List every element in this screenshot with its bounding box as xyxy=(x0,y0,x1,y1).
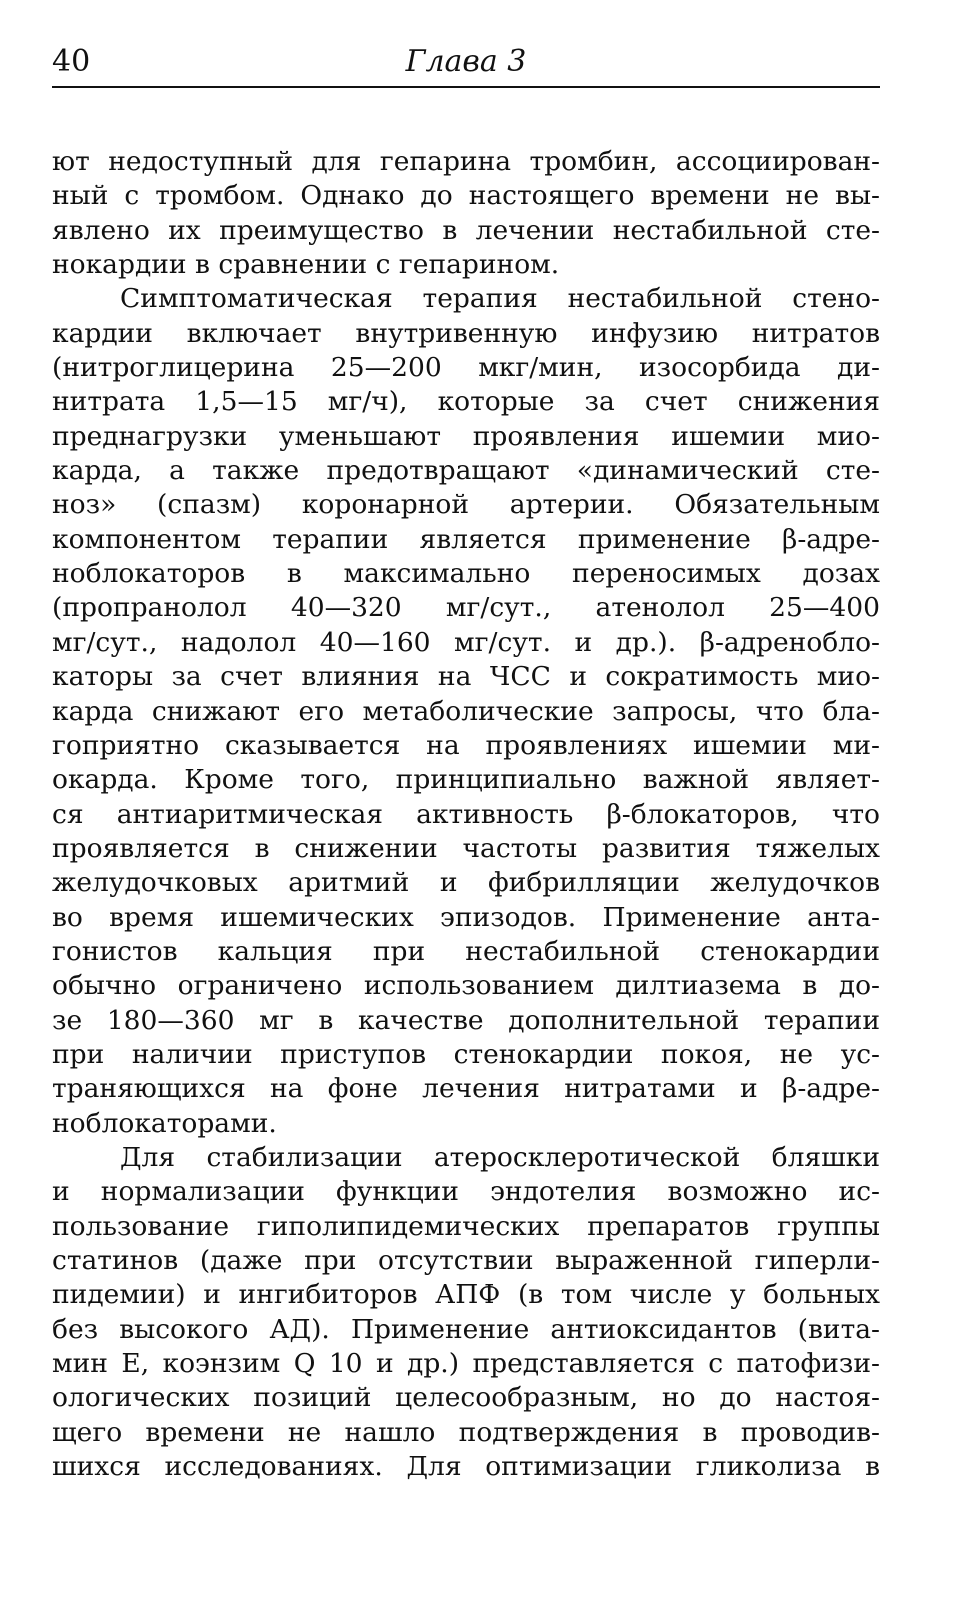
text-line: ют недоступный для гепарина тромбин, ассоциирован- xyxy=(52,146,880,177)
page-number: 40 xyxy=(52,44,91,79)
text-line: при наличии приступов стенокардии покоя, не ус- xyxy=(52,1038,880,1070)
text-line: ный с тромбом. Однако до настоящего времени не вы- xyxy=(52,180,880,212)
text-line: ся антиаритмическая активность β-блокаторов, что xyxy=(52,798,880,830)
running-header xyxy=(52,40,880,88)
text-line: кардии включает внутривенную инфузию нитратов xyxy=(52,317,880,349)
text-line: Для стабилизации атеросклеротической бляшки xyxy=(120,1141,880,1173)
text-line: пидемии) и ингибиторов АПФ (в том числе у больных xyxy=(52,1279,880,1311)
text-line: мин Е, коэнзим Q 10 и др.) представляется с патофизи- xyxy=(52,1348,880,1380)
text-line: гонистов кальция при нестабильной стенокардии xyxy=(52,935,880,967)
paragraph xyxy=(52,1141,880,1484)
text-line: обычно ограничено использованием дилтиазема в до- xyxy=(52,970,880,1002)
chapter-title: Глава 3 xyxy=(405,44,527,79)
text-line: статинов (даже при отсутствии выраженной гиперли- xyxy=(52,1245,880,1276)
text-line: ноз» (спазм) коронарной артерии. Обязательным xyxy=(52,489,880,521)
text-line: явлено их преимущество в лечении нестабильной сте- xyxy=(52,214,880,246)
text-line: каторы за счет влияния на ЧСС и сократимость мио- xyxy=(52,661,880,693)
text-line: нитрата 1,5—15 мг/ч), которые за счет снижения xyxy=(52,386,880,418)
text-line: карда снижают его метаболические запросы, что бла- xyxy=(52,695,880,727)
text-line: траняющихся на фоне лечения нитратами и β-адре- xyxy=(52,1073,880,1105)
text-line: окарда. Кроме того, принципиально важной являет- xyxy=(52,764,880,796)
text-line: карда, а также предотвращают «динамический сте- xyxy=(52,455,880,487)
text-line: ноблокаторами. xyxy=(52,1107,277,1139)
text-line: ологических позиций целесообразным, но до настоя- xyxy=(52,1382,880,1414)
text-line: желудочковых аритмий и фибрилляции желудочков xyxy=(52,867,880,899)
text-line: компонентом терапии является применение β-адре- xyxy=(52,523,880,555)
text-line: Симптоматическая терапия нестабильной стено- xyxy=(120,283,880,315)
body-text xyxy=(52,145,880,1484)
text-line: мг/сут., надолол 40—160 мг/сут. и др.). β-адренобло- xyxy=(52,626,880,658)
text-line: ноблокаторов в максимально переносимых дозах xyxy=(52,558,880,590)
text-line: зе 180—360 мг в качестве дополнительной терапии xyxy=(52,1004,880,1036)
text-line: щего времени не нашло подтверждения в проводив- xyxy=(52,1416,880,1448)
text-line: шихся исследованиях. Для оптимизации гликолиза в xyxy=(52,1451,880,1483)
text-line: проявляется в снижении частоты развития тяжелых xyxy=(52,832,880,864)
text-line: во время ишемических эпизодов. Применение анта- xyxy=(52,901,880,933)
text-line: нокардии в сравнении с гепарином. xyxy=(52,249,560,281)
text-line: (нитроглицерина 25—200 мкг/мин, изосорбида ди- xyxy=(52,352,880,384)
text-line: пользование гиполипидемических препаратов группы xyxy=(52,1210,880,1242)
text-line: и нормализации функции эндотелия возможно ис- xyxy=(52,1176,880,1208)
text-line: преднагрузки уменьшают проявления ишемии мио- xyxy=(52,420,880,452)
paragraph xyxy=(52,282,880,1141)
paragraph xyxy=(52,145,880,282)
text-line: без высокого АД). Применение антиоксидантов (вита- xyxy=(52,1313,880,1345)
text-line: гоприятно сказывается на проявлениях ишемии ми- xyxy=(52,729,880,761)
text-line: (пропранолол 40—320 мг/сут., атенолол 25—400 xyxy=(52,592,880,624)
